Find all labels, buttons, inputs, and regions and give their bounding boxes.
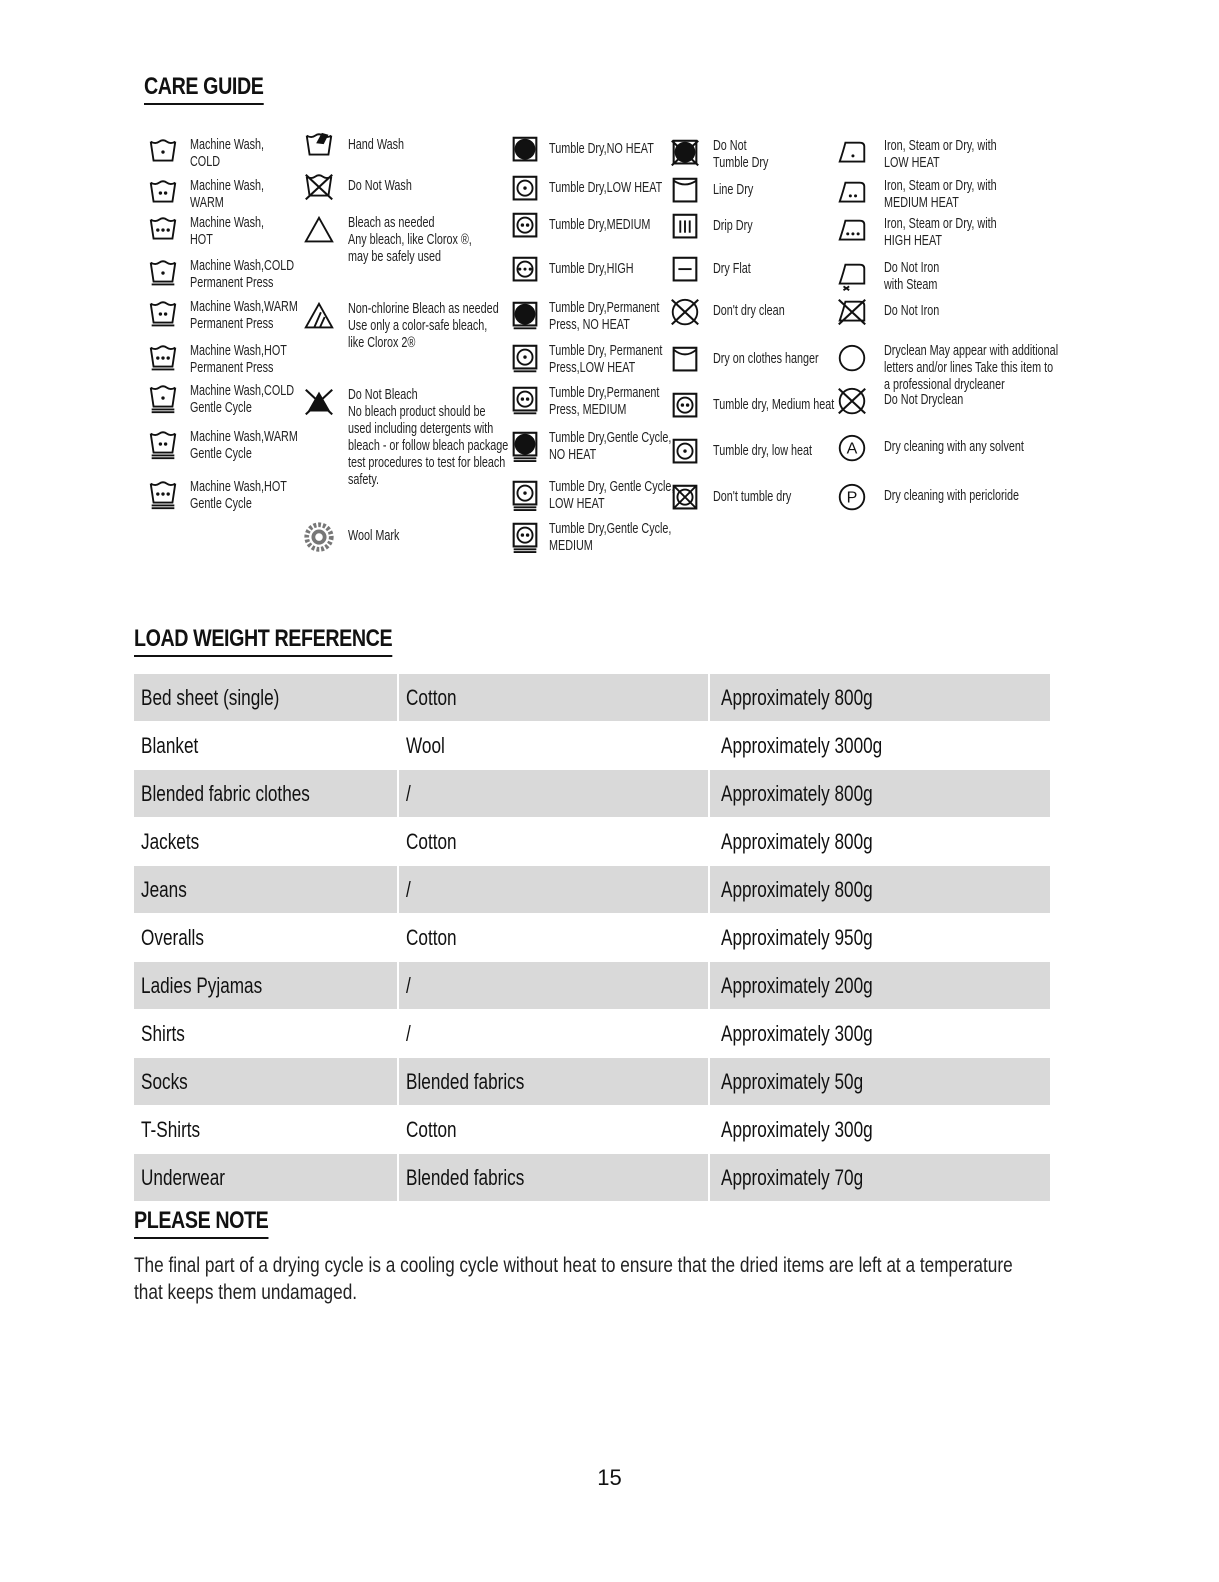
cell-text: Approximately 200g [721,972,874,998]
tumble-dry-permanent-low-heat-icon [508,342,542,376]
tumble-dry-gentle-no-heat-icon [508,429,542,463]
cell-text: Cotton [405,828,457,854]
care-label-line: letters and/or lines Take this item to [884,359,1054,376]
please-note-title: PLEASE NOTE [134,1206,268,1239]
care-label-line: safety. [348,471,380,488]
do-not-bleach-icon [302,386,336,420]
cell-text: T-Shirts [141,1116,201,1142]
machine-wash-warm-icon [146,177,180,211]
tumble-dry-high-icon [508,254,542,288]
svg-text:A: A [846,439,858,458]
care-label [190,257,294,291]
dont-tumble-dry-icon [668,482,702,516]
care-label [549,342,662,376]
dry-flat-icon [668,254,702,288]
care-label [549,179,662,196]
machine-wash-cold-permanent-press-icon [146,257,180,291]
cell-text: Bed sheet (single) [141,684,280,710]
care-label [190,136,264,170]
care-label [884,215,997,249]
care-guide-title: CARE GUIDE [144,72,263,105]
care-label-line: may be safely used [348,248,442,265]
dryclean-icon [835,342,869,376]
iron-low-heat-icon [835,137,869,171]
care-label [884,342,1058,393]
cell-text: / [405,876,411,902]
care-label-line: Press, NO HEAT [549,316,630,333]
care-label-line: Permanent Press [190,274,274,291]
care-label-line: Non-chlorine Bleach as needed [348,300,499,317]
do-not-tumble-dry-icon [668,137,702,171]
care-label-line: Dryclean May appear with additional [884,342,1059,359]
tumble-dry-gentle-low-heat-icon [508,478,542,512]
care-label-line: Do Not [713,137,747,154]
care-label [190,428,298,462]
care-label [549,478,674,512]
item-cell [134,962,398,1010]
line-dry-icon [668,175,702,209]
drip-dry-icon [668,211,702,245]
care-label-line: Do Not Bleach [348,386,418,403]
care-label-line: Dry on clothes hanger [713,350,819,367]
table-row [134,914,1051,962]
care-label [549,260,634,277]
page-number: 15 [597,1465,622,1490]
care-label [348,214,472,265]
machine-wash-hot-permanent-press-icon [146,342,180,376]
item-cell [134,1154,398,1202]
tumble-dry-medium-icon [508,210,542,244]
care-label-line: Machine Wash, [190,214,265,231]
care-label [190,177,264,211]
care-label-line: Machine Wash,WARM [190,298,298,315]
care-label-line: HIGH HEAT [884,232,943,249]
material-cell [398,722,710,770]
item-cell [134,818,398,866]
care-label [713,260,751,277]
cell-text: Approximately 300g [721,1116,874,1142]
care-label [549,384,659,418]
item-cell [134,1106,398,1154]
tumble-dry-low-heat-alt-icon [668,436,702,470]
care-label [348,300,499,351]
care-label [549,299,659,333]
care-label-line: Tumble Dry, Gentle Cycle, [549,478,675,495]
care-label-line: bleach - or follow bleach package [348,437,509,454]
care-label-line: Tumble Dry,Gentle Cycle, [549,429,672,446]
care-label-line: Tumble Dry,LOW HEAT [549,179,663,196]
care-label-line: Gentle Cycle [190,445,252,462]
material-cell [398,1154,710,1202]
cell-text: Approximately 3000g [721,732,883,758]
care-label-line: Bleach as needed [348,214,435,231]
care-label [713,488,791,505]
cell-text: Ladies Pyjamas [141,972,263,998]
cell-text: Cotton [405,684,457,710]
item-cell [134,914,398,962]
care-label-line: Tumble Dry,Permanent [549,384,660,401]
care-label-line: Tumble Dry, Permanent [549,342,663,359]
care-label-line: a professional drycleaner [884,376,1005,393]
please-note-text: The final part of a drying cycle is a cooling cycle without heat to ensure that the dried items are left at a temperature that keeps them undamaged. [134,1254,1013,1304]
material-cell [398,866,710,914]
machine-wash-cold-icon [146,136,180,170]
care-label-line: Tumble Dry,Permanent [549,299,660,316]
care-label [348,386,508,488]
cell-text: Approximately 800g [721,780,874,806]
care-label-line: Press,LOW HEAT [549,359,636,376]
cell-text: Cotton [405,1116,457,1142]
dry-clean-perchloride-icon [835,481,869,515]
item-cell [134,866,398,914]
machine-wash-hot-gentle-icon [146,478,180,512]
iron-medium-heat-icon [835,177,869,211]
tumble-dry-no-heat-icon [508,134,542,168]
care-label [348,177,412,194]
care-label-line: Machine Wash,WARM [190,428,298,445]
care-label-line: Do Not Iron [884,302,940,319]
weight-cell [709,1154,1051,1202]
table-row [134,674,1051,722]
care-label-line: Don't dry clean [713,302,785,319]
weight-cell [709,674,1051,722]
care-label-line: Hand Wash [348,136,405,153]
svg-text:P: P [846,488,858,507]
item-cell [134,1058,398,1106]
material-cell [398,818,710,866]
care-label-line: Any bleach, like Clorox ®, [348,231,472,248]
cell-text: Socks [141,1068,188,1094]
care-label-line: Machine Wash, [190,136,265,153]
table-row [134,1106,1051,1154]
care-label-line: used including detergents with [348,420,494,437]
table-row [134,722,1051,770]
cell-text: Approximately 300g [721,1020,874,1046]
care-label-line: Permanent Press [190,315,274,332]
tumble-dry-low-heat-icon [508,173,542,207]
care-label-line: Do Not Wash [348,177,412,194]
care-label-line: Line Dry [713,181,754,198]
care-label [348,527,399,544]
material-cell [398,1058,710,1106]
cell-text: Approximately 70g [721,1164,864,1190]
care-label [713,217,753,234]
care-label [713,181,753,198]
cell-text: Underwear [141,1164,225,1190]
cell-text: Blended fabric clothes [141,780,310,806]
cell-text: / [405,780,411,806]
care-label [713,396,834,413]
care-label-line: LOW HEAT [884,154,940,171]
table-row [134,770,1051,818]
care-label [884,259,939,293]
weight-cell [709,722,1051,770]
care-label-line: Tumble Dry,MEDIUM [549,216,651,233]
machine-wash-warm-gentle-icon [146,428,180,462]
material-cell [398,770,710,818]
material-cell [398,962,710,1010]
dry-on-hanger-icon [668,344,702,378]
care-label-line: NO HEAT [549,446,597,463]
cell-text: Shirts [141,1020,185,1046]
care-label [713,302,785,319]
do-not-iron-steam-icon [835,259,869,293]
item-cell [134,722,398,770]
tumble-dry-medium-heat-icon [668,390,702,424]
weight-cell [709,1058,1051,1106]
cell-text: Approximately 800g [721,876,874,902]
care-label-line: Tumble Dry [713,154,769,171]
care-label [190,214,264,248]
care-label-line: Tumble Dry,Gentle Cycle, [549,520,672,537]
care-label [549,216,650,233]
table-row [134,1058,1051,1106]
care-label-line: Iron, Steam or Dry, with [884,215,997,232]
care-label-line: LOW HEAT [549,495,605,512]
care-label [884,391,963,408]
care-label-line: Do Not Iron [884,259,940,276]
cell-text: Jackets [141,828,200,854]
cell-text: Jeans [141,876,187,902]
care-label [884,438,1024,455]
cell-text: Approximately 800g [721,684,874,710]
cell-text: Wool [405,732,445,758]
care-label-line: Tumble dry, low heat [713,442,813,459]
care-label [884,137,997,171]
cell-text: Overalls [141,924,204,950]
care-label [348,136,404,153]
table-row [134,818,1051,866]
care-label-line: like Clorox 2® [348,334,416,351]
do-not-iron-icon [835,296,869,330]
cell-text: Blended fabrics [405,1068,525,1094]
care-label-line: Do Not Dryclean [884,391,964,408]
care-label-line: Drip Dry [713,217,753,234]
care-label-line: Wool Mark [348,527,400,544]
care-label-line: WARM [190,194,224,211]
load-weight-title: LOAD WEIGHT REFERENCE [134,624,392,657]
cell-text: Approximately 800g [721,828,874,854]
weight-cell [709,818,1051,866]
care-label-line: No bleach product should be [348,403,486,420]
care-label-line: Dry cleaning with any solvent [884,438,1024,455]
care-label-line: test procedures to test for bleach [348,454,506,471]
cell-text: / [405,972,411,998]
care-label-line: Use only a color-safe bleach, [348,317,488,334]
wool-mark-icon [302,521,336,555]
material-cell [398,1010,710,1058]
care-label [549,140,654,157]
hand-wash-icon [302,130,336,164]
care-label-line: with Steam [884,276,938,293]
weight-cell [709,914,1051,962]
care-label-line: Gentle Cycle [190,495,252,512]
do-not-wash-icon [302,171,336,205]
care-label [190,382,294,416]
dry-clean-any-solvent-icon [835,432,869,466]
machine-wash-warm-permanent-press-icon [146,298,180,332]
non-chlorine-bleach-icon [302,300,336,334]
care-label-line: Tumble dry, Medium heat [713,396,835,413]
care-label-line: Machine Wash,COLD [190,382,295,399]
care-label-line: Machine Wash, [190,177,265,194]
care-label [190,342,287,376]
care-label [713,442,812,459]
bleach-icon [302,214,336,248]
machine-wash-hot-icon [146,214,180,248]
tumble-dry-permanent-medium-icon [508,384,542,418]
load-weight-table [134,674,1052,1202]
care-label [549,520,671,554]
item-cell [134,674,398,722]
care-label-line: Tumble Dry,NO HEAT [549,140,654,157]
weight-cell [709,962,1051,1010]
weight-cell [709,1106,1051,1154]
iron-high-heat-icon [835,215,869,249]
do-not-dry-clean-icon [668,296,702,330]
cell-text: Blanket [141,732,199,758]
material-cell [398,914,710,962]
table-row [134,1010,1051,1058]
care-label-line: Machine Wash,HOT [190,342,287,359]
tumble-dry-permanent-no-heat-icon [508,299,542,333]
cell-text: Cotton [405,924,457,950]
tumble-dry-gentle-medium-icon [508,520,542,554]
weight-cell [709,770,1051,818]
care-label-line: HOT [190,231,213,248]
care-label [884,302,939,319]
care-label-line: Machine Wash,HOT [190,478,287,495]
weight-cell [709,866,1051,914]
care-label-line: Machine Wash,COLD [190,257,295,274]
material-cell [398,1106,710,1154]
care-label [884,487,1019,504]
machine-wash-cold-gentle-icon [146,382,180,416]
care-label-line: Permanent Press [190,359,274,376]
care-label-line: COLD [190,153,221,170]
care-label-line: Iron, Steam or Dry, with [884,177,997,194]
item-cell [134,770,398,818]
cell-text: / [405,1020,411,1046]
care-label-line: Don't tumble dry [713,488,792,505]
care-label-line: Tumble Dry,HIGH [549,260,634,277]
table-row [134,866,1051,914]
care-label-line: MEDIUM [549,537,593,554]
item-cell [134,1010,398,1058]
care-label-line: Dry cleaning with pericloride [884,487,1020,504]
table-row [134,962,1051,1010]
cell-text: Blended fabrics [405,1164,525,1190]
care-label [884,177,997,211]
care-label [713,137,768,171]
care-label-line: MEDIUM HEAT [884,194,959,211]
care-label-line: Gentle Cycle [190,399,252,416]
care-label [190,478,287,512]
table-row [134,1154,1051,1202]
care-label [190,298,298,332]
do-not-dryclean-icon [835,385,869,419]
care-label-line: Iron, Steam or Dry, with [884,137,997,154]
cell-text: Approximately 50g [721,1068,864,1094]
material-cell [398,674,710,722]
care-label [549,429,671,463]
cell-text: Approximately 950g [721,924,874,950]
care-label-line: Press, MEDIUM [549,401,627,418]
weight-cell [709,1010,1051,1058]
care-label [713,350,819,367]
care-label-line: Dry Flat [713,260,751,277]
